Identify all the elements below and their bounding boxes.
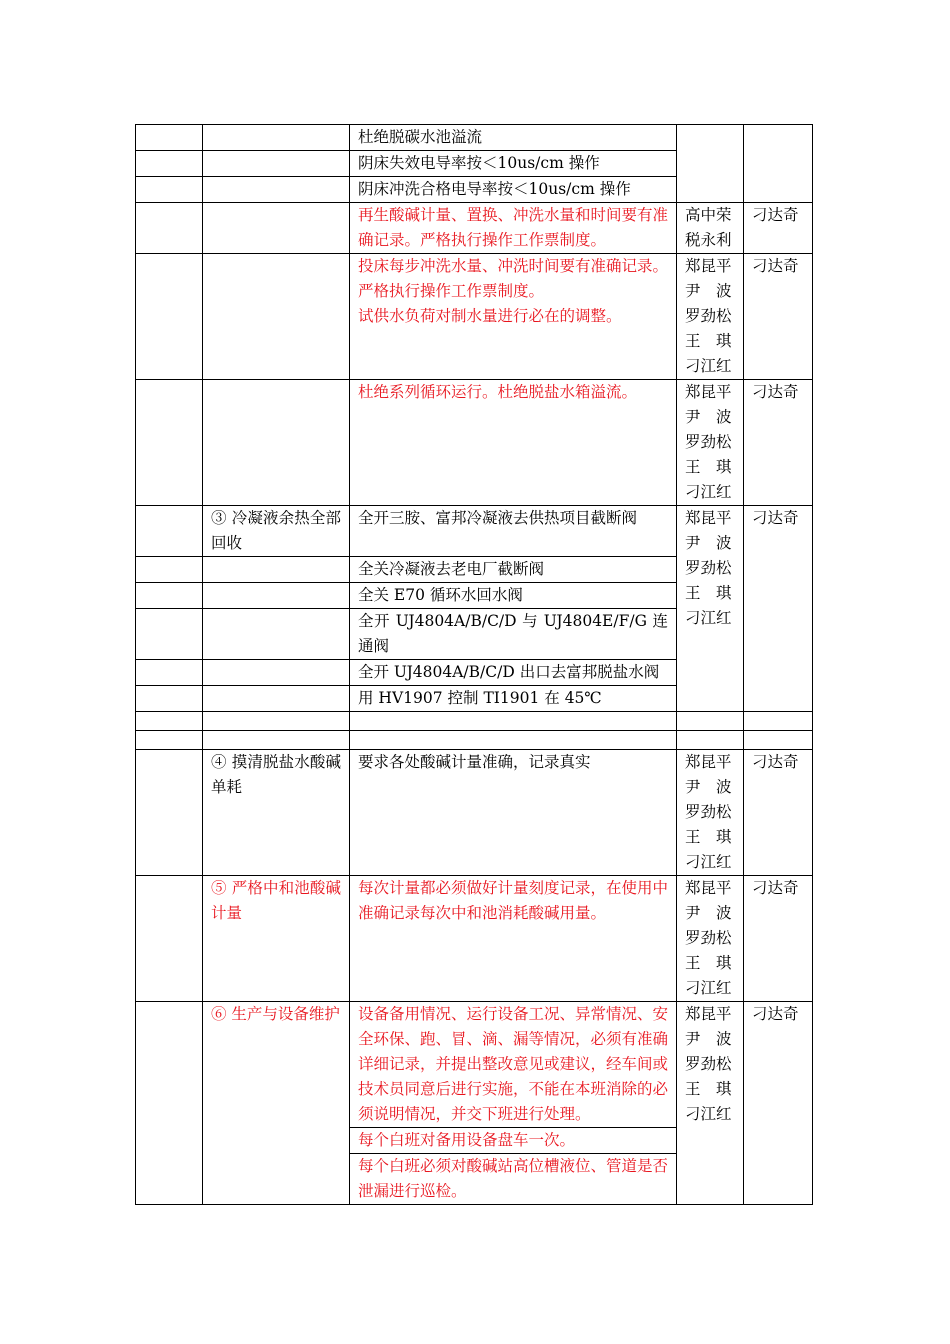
staff-name: 刁江红	[685, 609, 732, 627]
table-row	[136, 1002, 813, 1128]
task-table	[135, 124, 813, 1205]
staff-name: 郑昆平	[685, 1005, 732, 1023]
staff-name: 郑昆平	[685, 753, 732, 771]
content-cell: 全关 E70 循环水回水阀	[350, 583, 677, 609]
content-cell: 再生酸碱计量、置换、冲洗水量和时间要有准确记录。严格执行操作工作票制度。	[350, 203, 677, 254]
staff-name: 王 琪	[685, 828, 732, 846]
staff-name: 尹 波	[685, 408, 732, 426]
table-row	[136, 380, 813, 506]
staff-name: 刁江红	[685, 357, 732, 375]
staff-name: 尹 波	[685, 1030, 732, 1048]
content-line: 试供水负荷对制水量进行必在的调整。	[358, 307, 622, 325]
staff-name: 王 琪	[685, 954, 732, 972]
staff-name: 罗劲松	[685, 929, 732, 947]
lead-cell: 刁达奇	[744, 506, 813, 712]
staff-cell	[677, 876, 744, 1002]
item-cell: ⑥ 生产与设备维护	[203, 1002, 350, 1205]
table-row-empty	[136, 712, 813, 731]
staff-name: 王 琪	[685, 584, 732, 602]
item-cell: ④ 摸清脱盐水酸碱单耗	[203, 750, 350, 876]
table-row	[136, 750, 813, 876]
staff-name: 刁江红	[685, 483, 732, 501]
content-cell: 全开 UJ4804A/B/C/D 出口去富邦脱盐水阀	[350, 660, 677, 686]
staff-cell	[677, 1002, 744, 1205]
table-row	[136, 125, 813, 151]
staff-cell	[677, 380, 744, 506]
staff-name: 郑昆平	[685, 509, 732, 527]
staff-name: 尹 波	[685, 904, 732, 922]
content-cell: 设备备用情况、运行设备工况、异常情况、安全环保、跑、冒、滴、漏等情况，必须有准确详细记录，并提出整改意见或建议，经车间或技术员同意后进行实施，不能在本班消除的必须说明情况，并交下班进行处理。	[350, 1002, 677, 1128]
lead-cell: 刁达奇	[744, 1002, 813, 1205]
staff-name: 刁江红	[685, 979, 732, 997]
staff-name: 尹 波	[685, 282, 732, 300]
lead-cell: 刁达奇	[744, 380, 813, 506]
staff-name: 高中荣	[685, 206, 732, 224]
staff-name: 郑昆平	[685, 257, 732, 275]
staff-name: 刁江红	[685, 853, 732, 871]
staff-name: 王 琪	[685, 1080, 732, 1098]
staff-name: 罗劲松	[685, 803, 732, 821]
table-row	[136, 254, 813, 380]
lead-cell: 刁达奇	[744, 254, 813, 380]
item-cell: ⑤ 严格中和池酸碱计量	[203, 876, 350, 1002]
staff-cell	[677, 750, 744, 876]
staff-cell	[677, 254, 744, 380]
content-cell: 全开 UJ4804A/B/C/D 与 UJ4804E/F/G 连通阀	[350, 609, 677, 660]
content-cell: 杜绝脱碳水池溢流	[350, 125, 677, 151]
content-cell: 全开三胺、富邦冷凝液去供热项目截断阀	[350, 506, 677, 557]
content-cell: 杜绝系列循环运行。杜绝脱盐水箱溢流。	[350, 380, 677, 506]
staff-name: 郑昆平	[685, 383, 732, 401]
content-line: 投床每步冲洗水量、冲洗时间要有准确记录。严格执行操作工作票制度。	[358, 257, 669, 300]
staff-name: 罗劲松	[685, 433, 732, 451]
lead-cell: 刁达奇	[744, 203, 813, 254]
table-row	[136, 876, 813, 1002]
lead-cell: 刁达奇	[744, 876, 813, 1002]
staff-name: 罗劲松	[685, 559, 732, 577]
content-cell: 用 HV1907 控制 TI1901 在 45℃	[350, 686, 677, 712]
item-cell: ③ 冷凝液余热全部回收	[203, 506, 350, 557]
staff-name: 罗劲松	[685, 307, 732, 325]
staff-name: 王 琪	[685, 458, 732, 476]
content-cell: 每个白班对备用设备盘车一次。	[350, 1128, 677, 1154]
lead-cell: 刁达奇	[744, 750, 813, 876]
staff-cell	[677, 203, 744, 254]
staff-name: 尹 波	[685, 778, 732, 796]
content-cell: 阴床冲洗合格电导率按＜10us/cm 操作	[350, 177, 677, 203]
content-cell: 要求各处酸碱计量准确，记录真实	[350, 750, 677, 876]
table-row	[136, 203, 813, 254]
content-cell: 阴床失效电导率按＜10us/cm 操作	[350, 151, 677, 177]
staff-name: 刁江红	[685, 1105, 732, 1123]
staff-cell	[677, 506, 744, 712]
content-cell: 每个白班必须对酸碱站高位槽液位、管道是否泄漏进行巡检。	[350, 1154, 677, 1205]
table-row-empty	[136, 731, 813, 750]
table-row	[136, 506, 813, 557]
staff-name: 尹 波	[685, 534, 732, 552]
content-cell: 全关冷凝液去老电厂截断阀	[350, 557, 677, 583]
staff-name: 税永利	[685, 231, 732, 249]
staff-name: 郑昆平	[685, 879, 732, 897]
staff-name: 王 琪	[685, 332, 732, 350]
content-cell: 每次计量都必须做好计量刻度记录，在使用中准确记录每次中和池消耗酸碱用量。	[350, 876, 677, 1002]
staff-name: 罗劲松	[685, 1055, 732, 1073]
content-cell	[350, 254, 677, 380]
